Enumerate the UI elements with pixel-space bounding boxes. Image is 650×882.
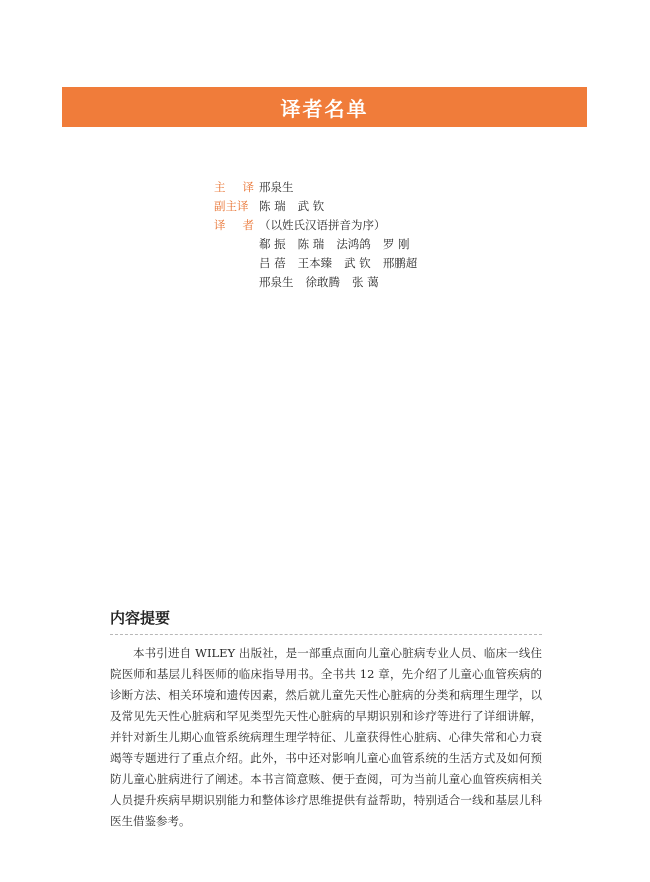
translator-name: 武 钦	[344, 256, 371, 270]
chief-translator-names	[259, 178, 294, 197]
translators-names-row	[214, 235, 417, 254]
translators-names-row	[214, 254, 417, 273]
translators-names-row	[214, 273, 417, 292]
translators-row	[214, 216, 417, 235]
role-label: 副主译	[214, 199, 249, 213]
translator-name: 郗 振	[259, 237, 286, 251]
title-banner	[62, 87, 587, 127]
translator-name: 陈 瑞	[259, 199, 286, 213]
ordering-note: （以姓氏汉语拼音为序）	[259, 218, 386, 232]
translator-name: 吕 蓓	[259, 256, 286, 270]
deputy-translator-names	[259, 197, 324, 216]
translator-name: 徐敢腾	[305, 275, 340, 289]
translator-name: 张 蔼	[352, 275, 379, 289]
translator-name: 邢泉生	[259, 275, 294, 289]
deputy-translator-row	[214, 197, 417, 216]
translator-name: 法鸿鸽	[336, 237, 371, 251]
translator-name: 邢鹏超	[382, 256, 418, 270]
chief-translator-row	[214, 178, 417, 197]
summary-body	[110, 643, 542, 832]
page-title: 译者名单	[280, 96, 369, 121]
translator-name: 武 钦	[297, 199, 325, 213]
summary-paragraph: 本书引进自 WILEY 出版社，是一部重点面向儿童心脏病专业人员、临床一线住院医师和基层儿科医师的临床指导用书。全书共 12 章，先介绍了儿童心血管疾病的诊断方法、相关环境和遗传因素，然后就儿童先天性心脏病的分类和病理生理学，以及常见先天性心脏病和罕见类型先天性心脏病的早期识别和诊疗等进行了详细讲解，并针对新生儿期心血管系统病理生理学特征、儿童获得性心脏病、心律失常和心力衰竭等专题进行了重点介绍。此外，书中还对影响儿童心血管系统的生活方式及如何预防儿童心脏病进行了阐述。本书言简意赅、便于查阅，可为当前儿童心血管疾病相关人员提升疾病早期识别能力和整体诊疗思维提供有益帮助，特别适合一线和基层儿科医生借鉴参考。	[110, 646, 542, 828]
translator-name: 王本臻	[297, 256, 333, 270]
role-label: 译 者	[214, 218, 254, 232]
section-divider	[110, 634, 542, 635]
role-label: 主 译	[214, 180, 254, 194]
translator-name: 邢泉生	[259, 180, 294, 194]
translator-list	[214, 178, 417, 292]
translator-name: 陈 瑞	[297, 237, 325, 251]
translator-name: 罗 刚	[382, 237, 410, 251]
summary-heading: 内容提要	[110, 609, 171, 627]
